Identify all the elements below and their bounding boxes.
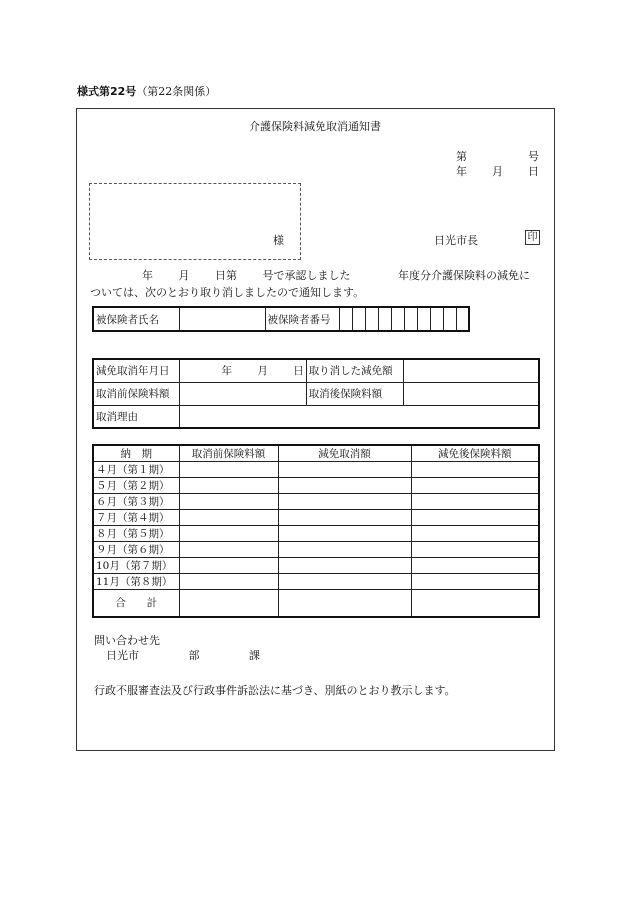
contact-label: 問い合わせ先 bbox=[94, 634, 160, 647]
issue-day: 日 bbox=[528, 165, 539, 178]
period-label: ８月（第５期） bbox=[93, 526, 179, 542]
cancel-reason-label: 取消理由 bbox=[93, 405, 179, 428]
insured-number-digit[interactable] bbox=[339, 307, 352, 331]
period-row bbox=[93, 526, 539, 542]
seal-stamp: 印 bbox=[525, 230, 540, 245]
document-title: 介護保険料減免取消通知書 bbox=[249, 120, 381, 133]
period-cell[interactable] bbox=[278, 574, 411, 590]
period-cell[interactable] bbox=[179, 494, 278, 510]
notice-body bbox=[90, 267, 530, 301]
period-cell[interactable] bbox=[179, 510, 278, 526]
period-cell[interactable] bbox=[278, 558, 411, 574]
cancel-date-year: 年 bbox=[221, 365, 232, 378]
period-label: 10月（第７期） bbox=[93, 558, 179, 574]
period-label: ６月（第３期） bbox=[93, 494, 179, 510]
issue-month: 月 bbox=[492, 165, 503, 178]
before-amount-field[interactable] bbox=[179, 382, 306, 405]
form-number-note: （第22条関係） bbox=[136, 85, 217, 98]
period-cell[interactable] bbox=[278, 526, 411, 542]
issuer-mayor: 日光市長 bbox=[434, 234, 478, 247]
period-cell[interactable] bbox=[278, 478, 411, 494]
period-cell[interactable] bbox=[411, 462, 539, 478]
contact-bu: 部 bbox=[188, 649, 200, 662]
insured-number-digit[interactable] bbox=[430, 307, 443, 331]
period-cell[interactable] bbox=[179, 574, 278, 590]
body-approved: 号で承認しました bbox=[262, 269, 351, 282]
issue-go: 号 bbox=[528, 150, 539, 163]
period-cell[interactable] bbox=[278, 542, 411, 558]
period-header: 納 期 bbox=[93, 445, 179, 462]
contact-dept bbox=[94, 648, 260, 663]
period-label: ９月（第６期） bbox=[93, 542, 179, 558]
insured-number-digit[interactable] bbox=[443, 307, 456, 331]
period-header: 減免後保険料額 bbox=[411, 445, 539, 462]
issue-date bbox=[456, 163, 539, 179]
period-cell[interactable] bbox=[179, 542, 278, 558]
period-label: ７月（第４期） bbox=[93, 510, 179, 526]
period-header: 取消前保険料額 bbox=[179, 445, 278, 462]
period-cell[interactable] bbox=[179, 558, 278, 574]
period-cell[interactable] bbox=[278, 494, 411, 510]
period-total-label: 合 計 bbox=[93, 590, 179, 617]
issue-dai: 第 bbox=[456, 150, 467, 163]
period-cell[interactable] bbox=[179, 462, 278, 478]
period-label: ５月（第２期） bbox=[93, 478, 179, 494]
period-cell[interactable] bbox=[411, 558, 539, 574]
body-year: 年 bbox=[142, 269, 153, 282]
form-number-bold: 様式第22号 bbox=[77, 85, 137, 98]
period-total-row bbox=[93, 590, 539, 617]
period-cell[interactable] bbox=[411, 526, 539, 542]
after-amount-label: 取消後保険料額 bbox=[306, 382, 403, 405]
period-cell[interactable] bbox=[411, 510, 539, 526]
period-row bbox=[93, 494, 539, 510]
period-header: 減免取消額 bbox=[278, 445, 411, 462]
form-number bbox=[77, 83, 216, 99]
period-cell[interactable] bbox=[411, 478, 539, 494]
insured-number-label: 被保険者番号 bbox=[265, 307, 339, 331]
period-row bbox=[93, 542, 539, 558]
cancelled-amount-field[interactable] bbox=[403, 359, 539, 382]
contact-info bbox=[94, 633, 260, 663]
addressee-honorific: 様 bbox=[273, 234, 284, 247]
insured-number-digit[interactable] bbox=[417, 307, 430, 331]
period-cell[interactable] bbox=[278, 510, 411, 526]
period-row bbox=[93, 478, 539, 494]
period-cell[interactable] bbox=[411, 494, 539, 510]
cancel-reason-field[interactable] bbox=[179, 405, 539, 428]
period-label: ４月（第１期） bbox=[93, 462, 179, 478]
issue-number bbox=[456, 148, 539, 164]
before-amount-label: 取消前保険料額 bbox=[93, 382, 179, 405]
period-row bbox=[93, 574, 539, 590]
period-cell[interactable] bbox=[179, 526, 278, 542]
insured-number-digit[interactable] bbox=[404, 307, 417, 331]
body-fiscal-year: 年度分介護保険料の減免に bbox=[398, 269, 530, 282]
insured-name-label: 被保険者氏名 bbox=[93, 307, 179, 331]
issue-year: 年 bbox=[456, 165, 467, 178]
period-row bbox=[93, 462, 539, 478]
insured-name-field[interactable] bbox=[179, 307, 265, 331]
period-cell[interactable] bbox=[411, 542, 539, 558]
period-cell[interactable] bbox=[278, 462, 411, 478]
body-day-no: 日第 bbox=[215, 269, 237, 282]
insured-number-digit[interactable] bbox=[456, 307, 469, 331]
after-amount-field[interactable] bbox=[403, 382, 539, 405]
period-cell[interactable] bbox=[411, 574, 539, 590]
body-month: 月 bbox=[178, 269, 190, 282]
contact-city: 日光市 bbox=[106, 649, 139, 662]
appeal-notice: 行政不服審査法及び行政事件訴訟法に基づき、別紙のとおり教示します。 bbox=[94, 684, 456, 697]
period-label: 11月（第８期） bbox=[93, 574, 179, 590]
addressee-box bbox=[89, 183, 301, 260]
insured-number-digit[interactable] bbox=[391, 307, 404, 331]
cancel-date-field[interactable] bbox=[179, 359, 306, 382]
notice-line-2: ついては、次のとおり取り消しましたので通知します。 bbox=[90, 286, 365, 299]
notice-line-1 bbox=[90, 267, 530, 284]
period-cell[interactable] bbox=[179, 478, 278, 494]
cancel-date-month: 月 bbox=[257, 365, 268, 378]
period-table bbox=[92, 444, 540, 618]
insured-number-digit[interactable] bbox=[378, 307, 391, 331]
period-row bbox=[93, 558, 539, 574]
period-total-cell[interactable] bbox=[179, 590, 278, 617]
cancel-date-label: 減免取消年月日 bbox=[93, 359, 179, 382]
insured-number-digit[interactable] bbox=[352, 307, 365, 331]
period-total-cell[interactable] bbox=[411, 590, 539, 617]
insured-table bbox=[92, 306, 470, 332]
cancel-date-day: 日 bbox=[293, 365, 304, 378]
insured-number-digit[interactable] bbox=[365, 307, 378, 331]
cancellation-table bbox=[92, 358, 540, 429]
period-total-cell[interactable] bbox=[278, 590, 411, 617]
cancelled-amount-label: 取り消した減免額 bbox=[306, 359, 403, 382]
contact-ka: 課 bbox=[249, 649, 260, 662]
period-row bbox=[93, 510, 539, 526]
